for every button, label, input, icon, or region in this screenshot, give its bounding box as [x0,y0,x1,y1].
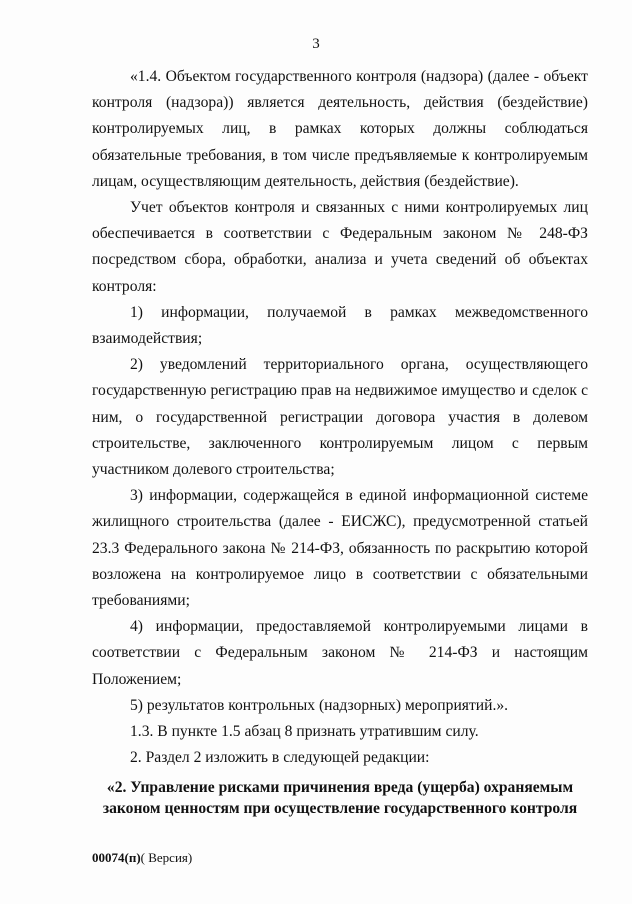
document-body [92,64,588,819]
footer-code: 00074(п) [92,850,141,865]
footer-version: ( Версия) [140,850,193,865]
footer-document-code [92,850,192,866]
paragraph-1-3: 1.3. В пункте 1.5 абзац 8 признать утратившим силу. [130,723,479,741]
list-item-1: 1) информации, получаемой в рамках межведомственного взаимодействия; [92,303,588,348]
list-item-2: 2) уведомлений территориального органа, осуществляющего государственную регистрацию прав на недвижимое имущество и сделок с ним, о государственной регистрации договора участия в долевом строительстве, заключенного контролируемым лицом с первым участником долевого строительства; [92,356,588,479]
page-number: 3 [312,36,320,52]
paragraph-accounting: Учет объектов контроля и связанных с ними контролируемых лиц обеспечивается в соответствии с Федеральным законом № 248-ФЗ посредством сбора, обработки, анализа и учета сведений об объектах контроля: [92,199,588,295]
paragraph-1-4: «1.4. Объектом государственного контроля (надзора) (далее - объект контроля (надзора)) является деятельность, действия (бездействие) контролируемых лиц, в рамках которых должны соблюдаться обязательные требования, в том числе предъявляемые к контролируемым лицам, осуществляющим деятельность, действия (бездействие). [92,68,588,190]
list-item-4: 4) информации, предоставляемой контролируемыми лицами в соответствии с Федеральным законом № 214-ФЗ и настоящим Положением; [92,618,588,688]
section-heading: «2. Управление рисками причинения вреда (ущерба) охраняемым законом ценностям при осуществление государственного контроля [102,779,578,818]
list-item-5: 5) результатов контрольных (надзорных) мероприятий.». [130,696,509,714]
paragraph-section-2: 2. Раздел 2 изложить в следующей редакции: [130,749,430,767]
list-item-3: 3) информации, содержащейся в единой информационной системе жилищного строительства (далее - ЕИСЖС), предусмотренной статьей 23.3 Федерального закона № 214-ФЗ, обязанность по раскрытию которой возложена на контролируемое лицо в соответствии с обязательными требованиями; [92,487,588,610]
